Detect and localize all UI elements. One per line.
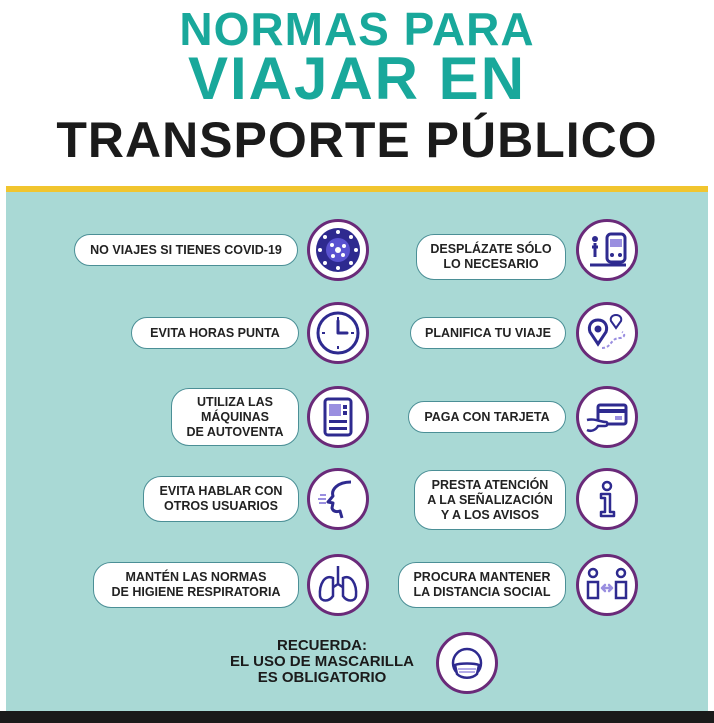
rule-pay-attention-signs: PRESTA ATENCIÓN A LA SEÑALIZACIÓN Y A LOS AVISOS bbox=[414, 470, 566, 530]
rule-use-ticket-machines: UTILIZA LAS MÁQUINAS DE AUTOVENTA bbox=[171, 388, 299, 446]
reminder-line-2: EL USO DE MASCARILLA bbox=[230, 653, 414, 670]
rule-travel-only-necessary: DESPLÁZATE SÓLO LO NECESARIO bbox=[416, 234, 566, 280]
clock-icon bbox=[307, 302, 369, 364]
footer-line bbox=[0, 711, 714, 723]
virus-icon bbox=[307, 219, 369, 281]
lungs-icon bbox=[307, 554, 369, 616]
rule-pay-by-card: PAGA CON TARJETA bbox=[408, 401, 566, 433]
rule-avoid-peak-hours: EVITA HORAS PUNTA bbox=[131, 317, 299, 349]
train-icon bbox=[576, 219, 638, 281]
face-mask-icon bbox=[436, 632, 498, 694]
rule-no-covid: NO VIAJES SI TIENES COVID-19 bbox=[74, 234, 298, 266]
header bbox=[0, 0, 714, 190]
rule-social-distance: PROCURA MANTENER LA DISTANCIA SOCIAL bbox=[398, 562, 566, 608]
rule-respiratory-hygiene: MANTÉN LAS NORMAS DE HIGIENE RESPIRATORIA bbox=[93, 562, 299, 608]
card-payment-icon bbox=[576, 386, 638, 448]
talking-face-icon bbox=[307, 468, 369, 530]
title-line-2: VIAJAR EN bbox=[187, 45, 527, 112]
mask-reminder bbox=[200, 638, 444, 686]
map-pin-icon bbox=[576, 302, 638, 364]
social-distance-icon bbox=[576, 554, 638, 616]
reminder-line-1: RECUERDA: bbox=[277, 637, 367, 654]
reminder-line-3: ES OBLIGATORIO bbox=[257, 669, 387, 686]
info-icon bbox=[576, 468, 638, 530]
title-line-1: NORMAS PARA bbox=[179, 3, 535, 55]
rule-avoid-talking: EVITA HABLAR CON OTROS USUARIOS bbox=[143, 476, 299, 522]
ticket-machine-icon bbox=[307, 386, 369, 448]
rule-plan-trip: PLANIFICA TU VIAJE bbox=[410, 317, 566, 349]
title-line-3: TRANSPORTE PÚBLICO bbox=[56, 112, 658, 168]
